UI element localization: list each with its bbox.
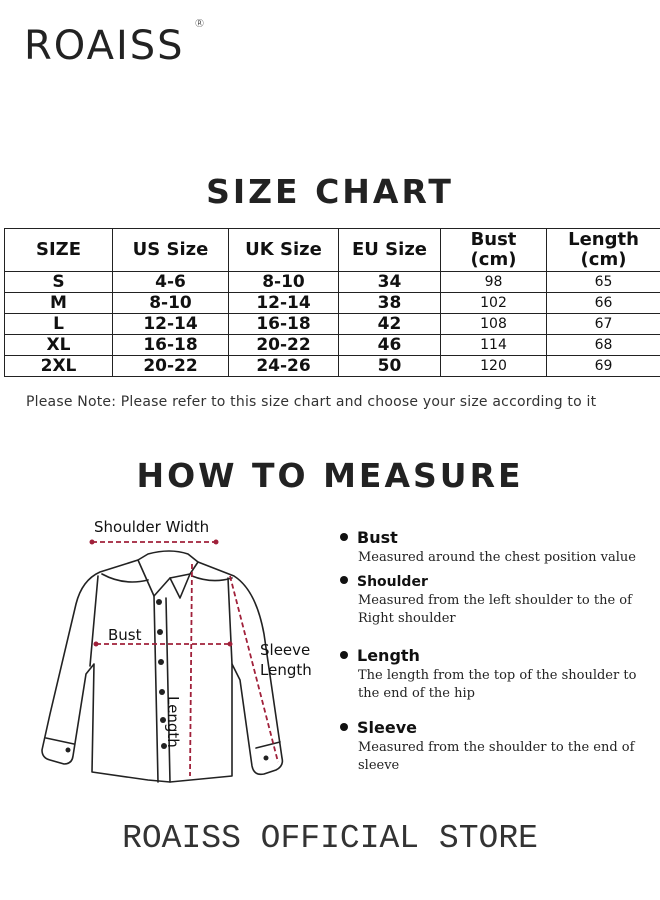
cell-us: 4-6 [113, 272, 229, 293]
bullet-dot-icon [340, 651, 348, 659]
size-chart-title: SIZE CHART [206, 172, 454, 211]
how-to-measure-title: HOW TO MEASURE [136, 456, 524, 495]
cell-size: 2XL [5, 356, 113, 377]
header-size: SIZE [5, 229, 113, 272]
guide-shoulder-head: Shoulder [357, 574, 428, 590]
cell-length: 68 [547, 335, 660, 356]
guide-shoulder [340, 574, 640, 628]
cell-eu: 50 [339, 356, 441, 377]
cell-length: 67 [547, 314, 660, 335]
shirt-outline [42, 560, 282, 782]
guide-length-head: Length [357, 646, 420, 665]
table-header-row [5, 229, 660, 272]
shirt-diagram [20, 514, 330, 798]
cell-bust: 108 [441, 314, 547, 335]
cell-eu: 42 [339, 314, 441, 335]
cell-us: 8-10 [113, 293, 229, 314]
cell-length: 65 [547, 272, 660, 293]
guide-length [340, 646, 640, 703]
sleeve-length-label: Sleeve Length [260, 641, 312, 679]
cell-size: S [5, 272, 113, 293]
guide-sleeve-desc: Measured from the shoulder to the end of sleeve [358, 740, 635, 773]
cell-eu: 46 [339, 335, 441, 356]
brand-name: ROAISS [24, 23, 185, 69]
cell-bust: 120 [441, 356, 547, 377]
guide-sleeve [340, 718, 640, 775]
cell-uk: 8-10 [229, 272, 339, 293]
bullet-dot-icon [340, 533, 348, 541]
header-bust: Bust (cm) [441, 229, 547, 272]
length-label: Length [164, 696, 182, 748]
store-name: ROAISS OFFICIAL STORE [122, 820, 538, 857]
cell-uk: 24-26 [229, 356, 339, 377]
guide-bust [340, 528, 640, 567]
cell-uk: 12-14 [229, 293, 339, 314]
table-row [5, 356, 660, 377]
bullet-dot-icon [340, 576, 348, 584]
header-length: Length (cm) [547, 229, 660, 272]
cell-us: 12-14 [113, 314, 229, 335]
cell-eu: 34 [339, 272, 441, 293]
length-line [190, 564, 192, 776]
registered-mark: ® [194, 17, 207, 30]
cell-size: L [5, 314, 113, 335]
table-row [5, 335, 660, 356]
brand-logo [24, 17, 207, 69]
cell-eu: 38 [339, 293, 441, 314]
armhole-left [90, 576, 98, 666]
table-row [5, 314, 660, 335]
cuff-right [256, 742, 280, 748]
size-chart-note: Please Note: Please refer to this size chart and choose your size according to it [26, 394, 597, 410]
cell-us: 16-18 [113, 335, 229, 356]
bullet-dot-icon [340, 723, 348, 731]
yoke-right [192, 576, 232, 581]
guide-shoulder-desc: Measured from the left shoulder to the of Right shoulder [358, 593, 632, 626]
table-row [5, 293, 660, 314]
guide-sleeve-head: Sleeve [357, 718, 417, 737]
bust-label: Bust [108, 626, 142, 644]
placket-right [166, 598, 170, 782]
cell-size: M [5, 293, 113, 314]
cell-size: XL [5, 335, 113, 356]
guide-length-desc: The length from the top of the shoulder to the end of the hip [358, 668, 637, 701]
armhole-right [228, 578, 232, 664]
cell-uk: 16-18 [229, 314, 339, 335]
cell-length: 66 [547, 293, 660, 314]
cell-bust: 98 [441, 272, 547, 293]
header-eu-size: EU Size [339, 229, 441, 272]
header-us-size: US Size [113, 229, 229, 272]
cell-bust: 102 [441, 293, 547, 314]
header-uk-size: UK Size [229, 229, 339, 272]
table-row [5, 272, 660, 293]
cell-us: 20-22 [113, 356, 229, 377]
shoulder-width-label: Shoulder Width [94, 518, 210, 536]
size-chart-table [4, 228, 660, 377]
placket-left [154, 596, 158, 782]
cell-length: 69 [547, 356, 660, 377]
cell-uk: 20-22 [229, 335, 339, 356]
cuff-left [46, 738, 74, 744]
guide-bust-head: Bust [357, 528, 398, 547]
shirt-collar [138, 551, 198, 596]
cell-bust: 114 [441, 335, 547, 356]
guide-bust-desc: Measured around the chest position value [358, 550, 636, 565]
yoke-left [102, 574, 148, 582]
